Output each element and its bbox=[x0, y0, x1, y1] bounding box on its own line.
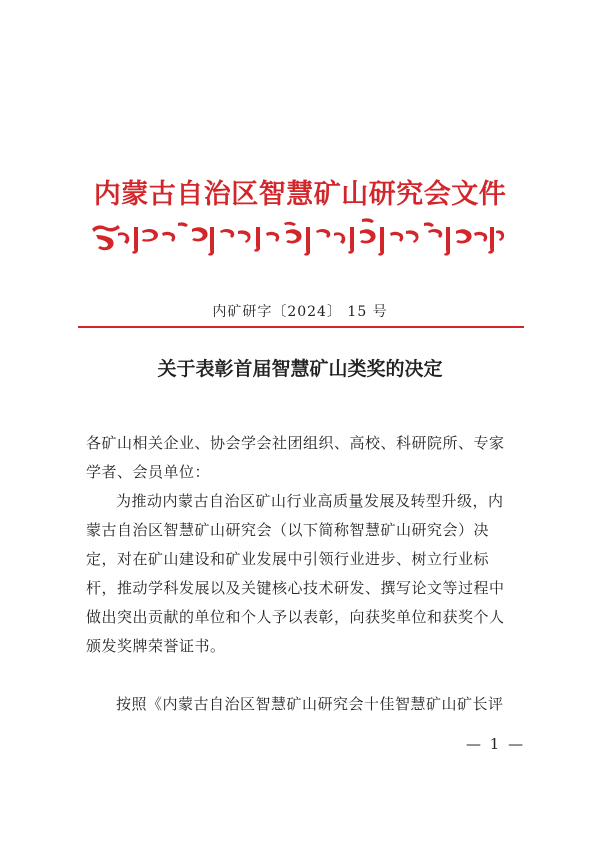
document-number: 内矿研字〔2024〕 15 号 bbox=[212, 304, 388, 320]
page-number: — 1 — bbox=[466, 735, 526, 753]
header-title: 内蒙古自治区智慧矿山研究会文件 bbox=[93, 179, 507, 210]
addressee-paragraph: 各矿山相关企业、协会学会社团组织、高校、科研院所、专家学者、会员单位： bbox=[86, 434, 505, 481]
body-paragraph-1: 为推动内蒙古自治区矿山行业高质量发展及转型升级，内蒙古自治区智慧矿山研究会（以下简称智慧矿山研究会）决定，对在矿山建设和矿业发展中引领行业进步、树立行业标杆，推动学科发展以及关键核心技术研发、撰写论文等过程中做出突出贡献的单位和个人予以表彰，向获奖单位和获奖个人颁发奖牌荣誉证书。 bbox=[86, 492, 505, 655]
body-paragraph-2: 按照《内蒙古自治区智慧矿山研究会十佳智慧矿山矿长评 bbox=[116, 695, 504, 713]
red-divider-line bbox=[78, 326, 524, 328]
mongolian-script-title-image bbox=[88, 213, 508, 261]
document-heading: 关于表彰首届智慧矿山类奖的决定 bbox=[157, 358, 443, 380]
